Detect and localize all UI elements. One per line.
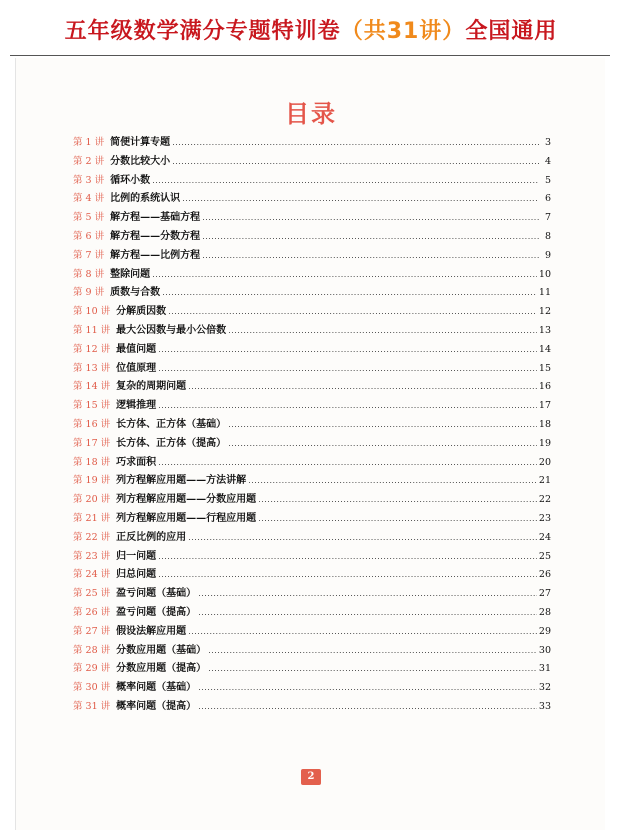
toc-entry-title: 最大公因数与最小公倍数 (116, 324, 227, 336)
toc-leader-dots (202, 228, 539, 247)
toc-entry[interactable] (73, 698, 551, 717)
toc-leader-dots (158, 566, 537, 585)
toc-entry[interactable] (73, 209, 551, 228)
toc-entry-number: 第 2 讲 (73, 155, 105, 167)
toc-leader-dots (208, 642, 537, 661)
toc-entry-title: 盈亏问题（基础） (116, 588, 197, 600)
toc-entry-title: 最值问题 (116, 343, 157, 355)
toc-leader-dots (158, 454, 537, 473)
toc-leader-dots (228, 322, 537, 341)
toc-heading: 目录 (285, 100, 337, 128)
toc-entry-number: 第 5 讲 (73, 212, 105, 224)
toc-entry-number: 第 3 讲 (73, 174, 105, 186)
toc-entry-number: 第 20 讲 (73, 494, 111, 506)
toc-entry-title: 循环小数 (110, 174, 151, 186)
toc-leader-dots (152, 172, 539, 191)
toc-entry[interactable] (73, 604, 551, 623)
page-edge (15, 58, 16, 830)
toc-entry-page: 27 (538, 588, 551, 600)
toc-entry-page: 29 (538, 625, 551, 637)
toc-entry[interactable] (73, 623, 551, 642)
toc-entry-number: 第 10 讲 (73, 306, 111, 318)
toc-entry-number: 第 16 讲 (73, 418, 111, 430)
toc-entry-title: 分解质因数 (116, 306, 167, 318)
toc-entry[interactable] (73, 190, 551, 209)
page-number-badge: 2 (301, 769, 321, 785)
toc-entry-page: 9 (544, 249, 551, 261)
toc-entry-title: 位值原理 (116, 362, 157, 374)
toc-leader-dots (198, 604, 537, 623)
toc-entry-page: 18 (538, 418, 551, 430)
toc-entry-number: 第 23 讲 (73, 550, 111, 562)
toc-leader-dots (158, 341, 537, 360)
toc-entry-title: 解方程——基础方程 (110, 212, 201, 224)
toc-entry-number: 第 8 讲 (73, 268, 105, 280)
toc-entry[interactable] (73, 585, 551, 604)
toc-entry-title: 分数应用题（基础） (116, 644, 207, 656)
toc-entry-page: 31 (538, 663, 551, 675)
toc-entry-page: 22 (538, 494, 551, 506)
toc-entry-title: 解方程——分数方程 (110, 230, 201, 242)
toc-entry[interactable] (73, 172, 551, 191)
toc-entry-page: 30 (538, 644, 551, 656)
toc-entry-page: 24 (538, 531, 551, 543)
toc-entry-page: 4 (544, 155, 551, 167)
toc-leader-dots (188, 623, 537, 642)
toc-entry-title: 列方程解应用题——行程应用题 (116, 512, 257, 524)
title-main: 五年级数学满分专题特训卷 (64, 19, 341, 44)
toc-entry-number: 第 13 讲 (73, 362, 111, 374)
toc-leader-dots (202, 247, 539, 266)
toc-entry-number: 第 12 讲 (73, 343, 111, 355)
toc-leader-dots (152, 266, 537, 285)
toc-entry-page: 13 (538, 324, 551, 336)
toc-entry-number: 第 4 讲 (73, 193, 105, 205)
toc-entry-title: 假设法解应用题 (116, 625, 187, 637)
toc-leader-dots (188, 529, 537, 548)
toc-entry[interactable] (73, 303, 551, 322)
toc-entry-number: 第 1 讲 (73, 137, 105, 148)
toc-entry-number: 第 19 讲 (73, 475, 111, 487)
toc-entry[interactable] (73, 266, 551, 285)
toc-entry-title: 巧求面积 (116, 456, 157, 468)
toc-entry[interactable] (73, 435, 551, 454)
toc-entry-title: 整除问题 (110, 268, 151, 280)
toc-entry[interactable] (73, 397, 551, 416)
toc-entry-page: 7 (544, 212, 551, 224)
toc-leader-dots (158, 360, 537, 379)
toc-entry-page: 16 (538, 381, 551, 393)
toc-leader-dots (228, 416, 537, 435)
toc-entry[interactable] (73, 284, 551, 303)
toc-leader-dots (172, 153, 539, 172)
toc-entry-title: 盈亏问题（提高） (116, 606, 197, 618)
header-divider (10, 55, 610, 56)
toc-leader-dots (158, 548, 537, 567)
toc-leader-dots (162, 284, 537, 303)
toc-entry-title: 长方体、正方体（提高） (116, 437, 227, 449)
toc-entry-page: 32 (538, 682, 551, 694)
toc-entry-number: 第 11 讲 (73, 324, 111, 336)
toc-entry-page: 3 (544, 137, 551, 148)
toc-entry-number: 第 26 讲 (73, 606, 111, 618)
toc-entry[interactable] (73, 679, 551, 698)
toc-entry-number: 第 25 讲 (73, 588, 111, 600)
toc-leader-dots (182, 190, 539, 209)
toc-entry-page: 17 (538, 400, 551, 412)
toc-entry[interactable] (73, 491, 551, 510)
toc-leader-dots (198, 585, 537, 604)
toc-entry-page: 23 (538, 512, 551, 524)
toc-entry-page: 6 (544, 193, 551, 205)
toc-leader-dots (202, 209, 539, 228)
toc-entry-title: 长方体、正方体（基础） (116, 418, 227, 430)
toc-entry-number: 第 14 讲 (73, 381, 111, 393)
document-title (0, 14, 622, 45)
toc-entry[interactable] (73, 510, 551, 529)
toc-entry-title: 逻辑推理 (116, 400, 157, 412)
toc-entry-page: 11 (538, 287, 551, 299)
toc-entry-title: 归总问题 (116, 569, 157, 581)
title-lecture-count: （共31讲） (340, 19, 466, 44)
toc-entry-page: 28 (538, 606, 551, 618)
toc-entry-page: 21 (538, 475, 551, 487)
toc-entry-page: 20 (538, 456, 551, 468)
toc-entry[interactable] (73, 247, 551, 266)
toc-entry[interactable] (73, 416, 551, 435)
toc-entry-number: 第 6 讲 (73, 230, 105, 242)
toc-leader-dots (198, 698, 537, 717)
toc-leader-dots (198, 679, 537, 698)
toc-entry-title: 归一问题 (116, 550, 157, 562)
toc-entry-number: 第 7 讲 (73, 249, 105, 261)
toc-entry[interactable] (73, 322, 551, 341)
toc-leader-dots (188, 378, 537, 397)
toc-entry[interactable] (73, 529, 551, 548)
toc-entry-number: 第 24 讲 (73, 569, 111, 581)
toc-entry-number: 第 9 讲 (73, 287, 105, 299)
toc-entry[interactable] (73, 378, 551, 397)
toc-entry-page: 26 (538, 569, 551, 581)
toc-entry-number: 第 21 讲 (73, 512, 111, 524)
toc-leader-dots (208, 660, 537, 679)
toc-leader-dots (168, 303, 537, 322)
toc-entry[interactable] (73, 454, 551, 473)
toc-entry-page: 12 (538, 306, 551, 318)
toc-entry-number: 第 18 讲 (73, 456, 111, 468)
toc-leader-dots (258, 510, 537, 529)
toc-entry-number: 第 30 讲 (73, 682, 111, 694)
toc-entry[interactable] (73, 472, 551, 491)
toc-entry-page: 8 (544, 230, 551, 242)
toc-entry-title: 简便计算专题 (110, 137, 171, 148)
toc-leader-dots (258, 491, 537, 510)
header-banner (0, 0, 622, 56)
toc-entry-number: 第 27 讲 (73, 625, 111, 637)
toc-entry-page: 25 (538, 550, 551, 562)
title-tail: 全国通用 (465, 19, 558, 44)
toc-leader-dots (158, 397, 537, 416)
toc-entry-page: 15 (538, 362, 551, 374)
toc-entry-number: 第 22 讲 (73, 531, 111, 543)
toc-entry-number: 第 28 讲 (73, 644, 111, 656)
toc-entry[interactable] (73, 660, 551, 679)
toc-entry[interactable] (73, 360, 551, 379)
toc-entry-number: 第 29 讲 (73, 663, 111, 675)
toc-entry-title: 解方程——比例方程 (110, 249, 201, 261)
toc-entry-page: 5 (544, 174, 551, 186)
toc-entry-title: 质数与合数 (110, 287, 161, 299)
toc-entry-title: 列方程解应用题——分数应用题 (116, 494, 257, 506)
toc-entry[interactable] (73, 548, 551, 567)
toc-entry-title: 概率问题（提高） (116, 700, 197, 712)
toc-entry[interactable] (73, 134, 551, 153)
toc-leader-dots (228, 435, 537, 454)
toc-entry[interactable] (73, 153, 551, 172)
toc-entry-title: 比例的系统认识 (110, 193, 181, 205)
toc-entry-number: 第 15 讲 (73, 400, 111, 412)
toc-entry-number: 第 31 讲 (73, 700, 111, 712)
toc-entry-title: 列方程解应用题——方法讲解 (116, 475, 247, 487)
toc-entry[interactable] (73, 566, 551, 585)
toc-entry[interactable] (73, 341, 551, 360)
toc-entry[interactable] (73, 642, 551, 661)
toc-leader-dots (248, 472, 537, 491)
toc-entry-title: 正反比例的应用 (116, 531, 187, 543)
toc-entry-page: 14 (538, 343, 551, 355)
toc-entry-page: 33 (538, 700, 551, 712)
toc-entry[interactable] (73, 228, 551, 247)
toc-entry-number: 第 17 讲 (73, 437, 111, 449)
toc-list (73, 134, 551, 717)
toc-leader-dots (172, 134, 539, 153)
toc-entry-title: 概率问题（基础） (116, 682, 197, 694)
toc-entry-title: 分数应用题（提高） (116, 663, 207, 675)
toc-entry-page: 10 (538, 268, 551, 280)
toc-entry-page: 19 (538, 437, 551, 449)
toc-entry-title: 分数比较大小 (110, 155, 171, 167)
toc-entry-title: 复杂的周期问题 (116, 381, 187, 393)
